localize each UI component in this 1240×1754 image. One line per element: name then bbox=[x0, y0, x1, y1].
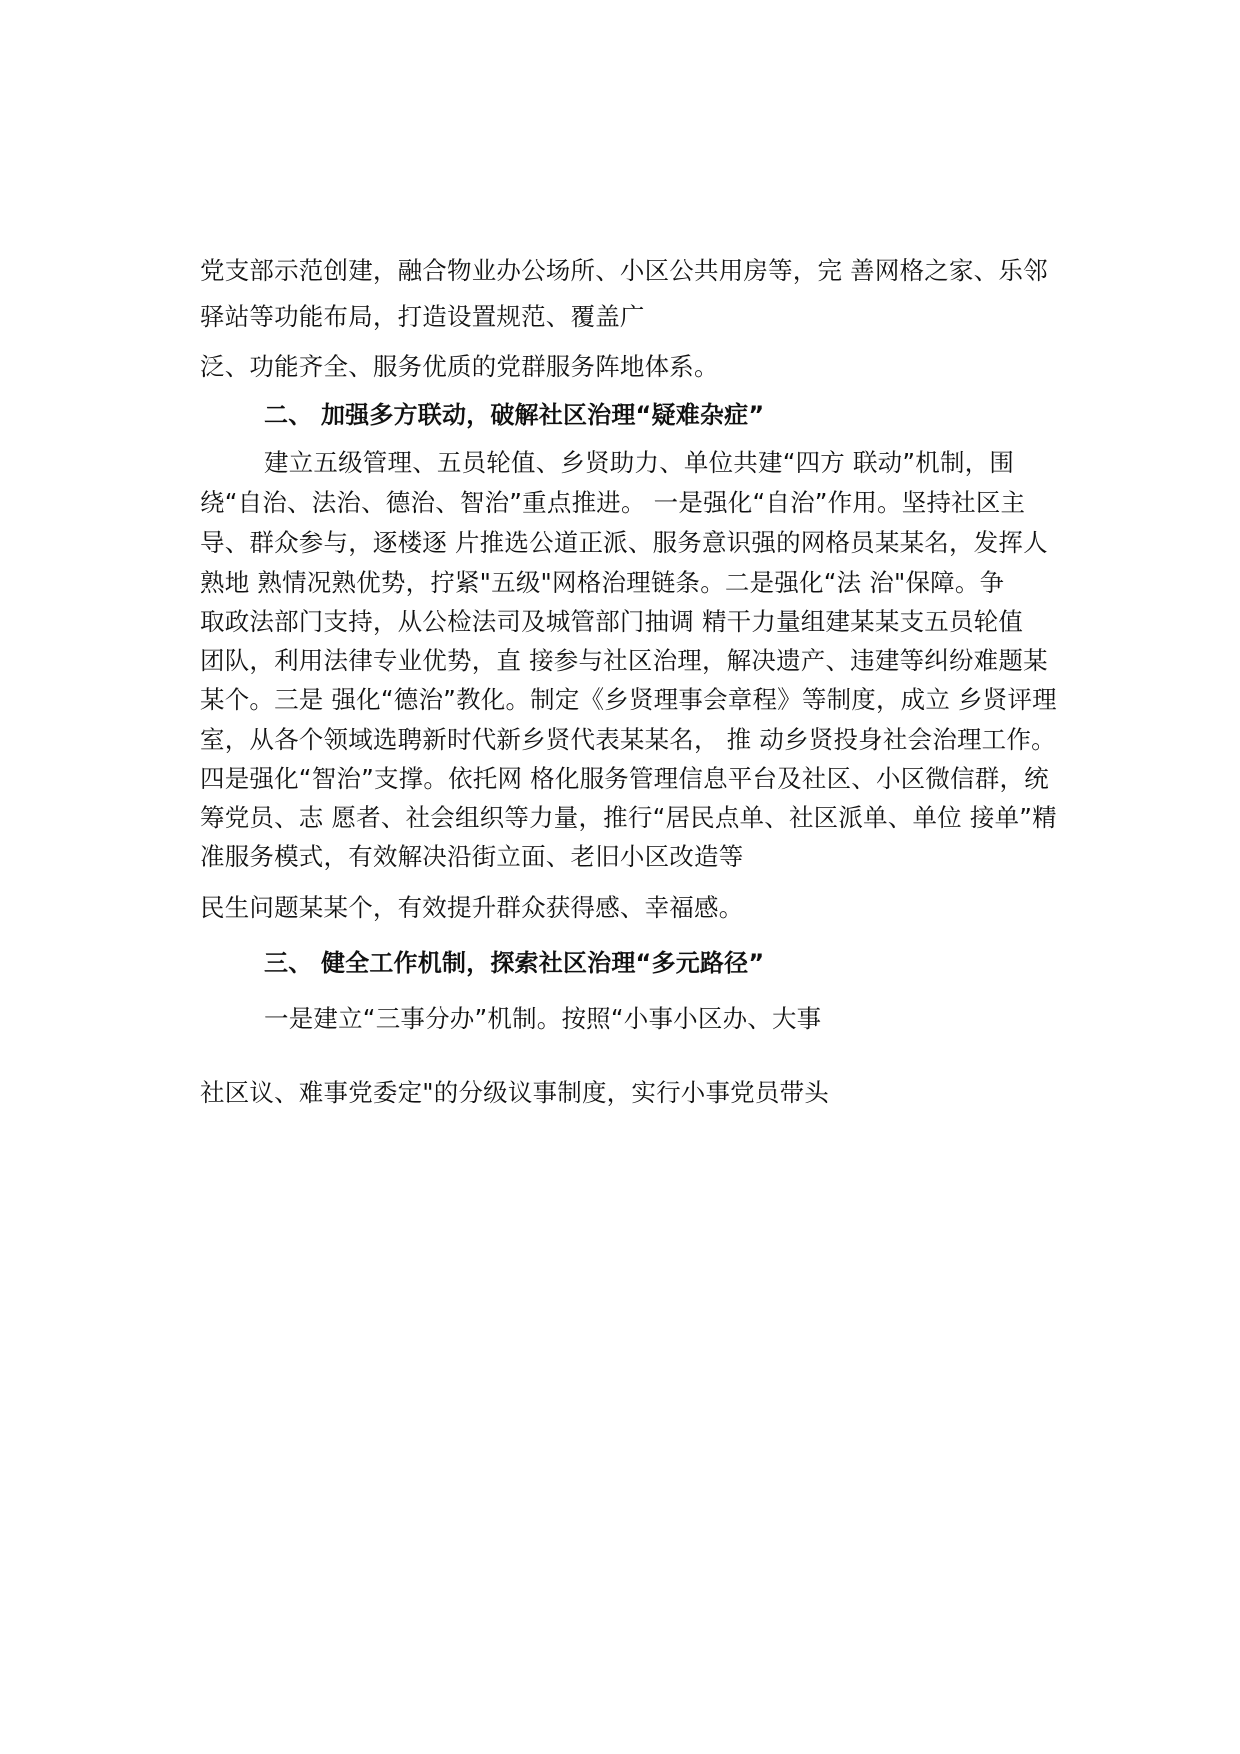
paragraph-line: 导、群众参与，逐楼逐 片推选公道正派、服务意识强的网格员某某名，发挥人 bbox=[200, 528, 1048, 557]
section-heading-2: 二、 加强多方联动，破解社区治理“疑难杂症” bbox=[264, 401, 765, 429]
paragraph-line: 建立五级管理、五员轮值、乡贤助力、单位共建“四方 联动”机制，围 bbox=[264, 448, 1015, 477]
paragraph-line: 一是建立“三事分办”机制。按照“小事小区办、大事 bbox=[264, 1004, 822, 1033]
paragraph-line: 党支部示范创建，融合物业办公场所、小区公共用房等，完 善网格之家、乐邻 bbox=[200, 256, 1048, 285]
paragraph-line: 民生问题某某个，有效提升群众获得感、幸福感。 bbox=[200, 893, 744, 922]
paragraph-line: 室，从各个领域选聘新时代新乡贤代表某某名， 推 动乡贤投身社会治理工作。 bbox=[200, 725, 1056, 754]
paragraph-line: 绕“自治、法治、德治、智治”重点推进。 一是强化“自治”作用。坚持社区主 bbox=[200, 488, 1026, 517]
paragraph-line: 泛、功能齐全、服务优质的党群服务阵地体系。 bbox=[200, 352, 719, 381]
paragraph-line: 熟地 熟情况熟优势，拧紧"五级"网格治理链条。二是强化“法 治"保障。争 bbox=[200, 568, 1005, 597]
paragraph-line: 团队，利用法律专业优势，直 接参与社区治理，解决遗产、违建等纠纷难题某 bbox=[200, 646, 1048, 675]
paragraph-line: 某个。三是 强化“德治”教化。制定《乡贤理事会章程》等制度，成立 乡贤评理 bbox=[200, 685, 1057, 714]
paragraph-line: 驿站等功能布局，打造设置规范、覆盖广 bbox=[200, 302, 645, 331]
paragraph-line: 筹党员、志 愿者、社会组织等力量，推行“居民点单、社区派单、单位 接单”精 bbox=[200, 803, 1057, 832]
section-heading-3: 三、 健全工作机制，探索社区治理“多元路径” bbox=[264, 949, 765, 977]
paragraph-line: 取政法部门支持，从公检法司及城管部门抽调 精干力量组建某某支五员轮值 bbox=[200, 607, 1024, 636]
paragraph-line: 准服务模式，有效解决沿街立面、老旧小区改造等 bbox=[200, 842, 744, 871]
paragraph-line: 社区议、难事党委定"的分级议事制度，实行小事党员带头 bbox=[200, 1078, 829, 1107]
paragraph-line: 四是强化“智治”支撑。依托网 格化服务管理信息平台及社区、小区微信群，统 bbox=[200, 764, 1049, 793]
